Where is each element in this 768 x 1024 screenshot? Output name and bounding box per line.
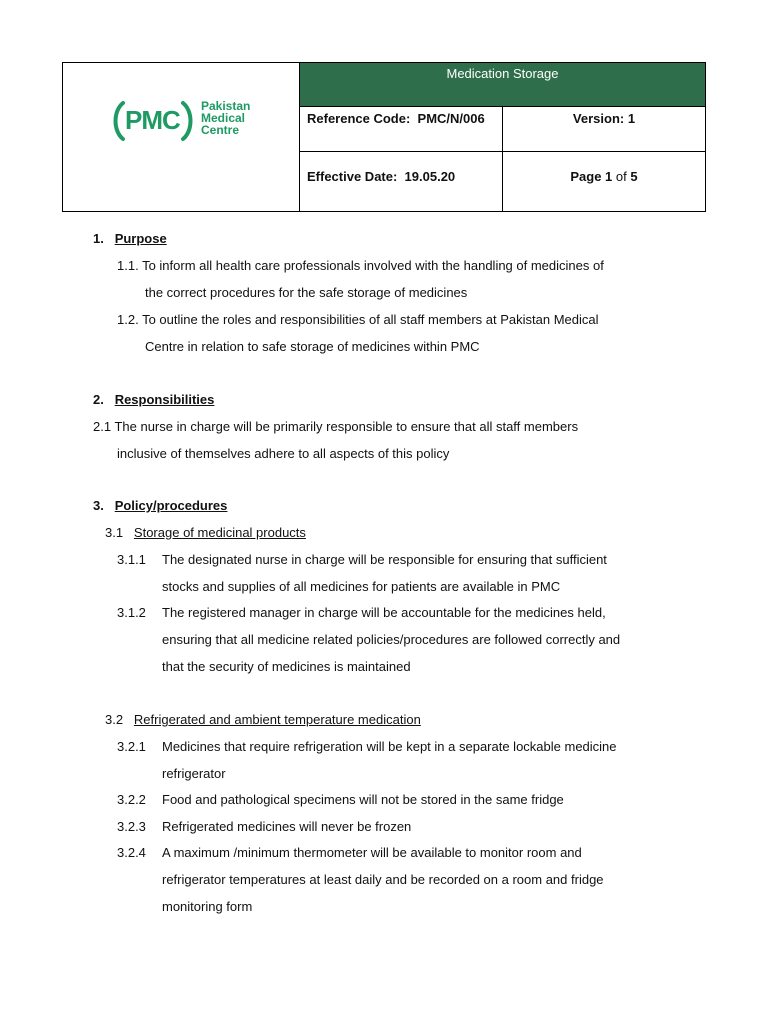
- document-title: Medication Storage: [300, 63, 706, 107]
- document-header-table: [62, 62, 706, 212]
- subsection-3-2-heading: 3.2 Refrigerated and ambient temperature medication: [105, 712, 421, 727]
- logo-mark: PMC: [125, 105, 180, 135]
- list-item-cont: monitoring form: [162, 899, 253, 914]
- list-item: Refrigerated medicines will never be frozen: [162, 819, 412, 834]
- list-item-cont: stocks and supplies of all medicines for patients are available in PMC: [162, 579, 561, 594]
- list-item: The designated nurse in charge will be responsible for ensuring that sufficient: [162, 552, 607, 567]
- list-item: Medicines that require refrigeration will be kept in a separate lockable medicine: [162, 739, 617, 754]
- logo-name: Pakistan Medical Centre: [201, 99, 251, 137]
- list-item: 1.2. To outline the roles and responsibilities of all staff members at Pakistan Medical: [117, 312, 599, 327]
- section-2-heading: 2. Responsibilities: [93, 392, 215, 407]
- reference-code: Reference Code: PMC/N/006: [300, 107, 503, 152]
- list-item-cont: the correct procedures for the safe storage of medicines: [145, 285, 468, 300]
- list-item-num: 3.2.3: [117, 819, 146, 834]
- list-item-num: 3.2.1: [117, 739, 146, 754]
- list-item: The registered manager in charge will be accountable for the medicines held,: [162, 605, 606, 620]
- list-item-cont: that the security of medicines is maintained: [162, 659, 411, 674]
- list-item-num: 3.1.1: [117, 552, 146, 567]
- list-item-cont: Centre in relation to safe storage of medicines within PMC: [145, 339, 480, 354]
- list-item-cont: ensuring that all medicine related policies/procedures are followed correctly and: [162, 632, 621, 647]
- section-1-heading: 1. Purpose: [93, 231, 167, 246]
- logo-cell: [63, 63, 300, 212]
- list-item: A maximum /minimum thermometer will be available to monitor room and: [162, 845, 582, 860]
- list-item: 1.1. To inform all health care professionals involved with the handling of medicines of: [117, 258, 604, 273]
- list-item-cont: refrigerator: [162, 766, 226, 781]
- list-item: Food and pathological specimens will not be stored in the same fridge: [162, 792, 564, 807]
- subsection-3-1-heading: 3.1 Storage of medicinal products: [105, 525, 306, 540]
- list-item-num: 3.1.2: [117, 605, 146, 620]
- effective-date: Effective Date: 19.05.20: [300, 152, 503, 212]
- list-item-num: 3.2.2: [117, 792, 146, 807]
- section-3-heading: 3. Policy/procedures: [93, 498, 228, 513]
- list-item-cont: inclusive of themselves adhere to all aspects of this policy: [117, 446, 450, 461]
- page-indicator: Page 1 of 5: [503, 152, 706, 212]
- list-item-cont: refrigerator temperatures at least daily and be recorded on a room and fridge: [162, 872, 604, 887]
- version: Version: 1: [503, 107, 706, 152]
- list-item-num: 3.2.4: [117, 845, 146, 860]
- list-item: 2.1 The nurse in charge will be primarily responsible to ensure that all staff members: [93, 419, 579, 434]
